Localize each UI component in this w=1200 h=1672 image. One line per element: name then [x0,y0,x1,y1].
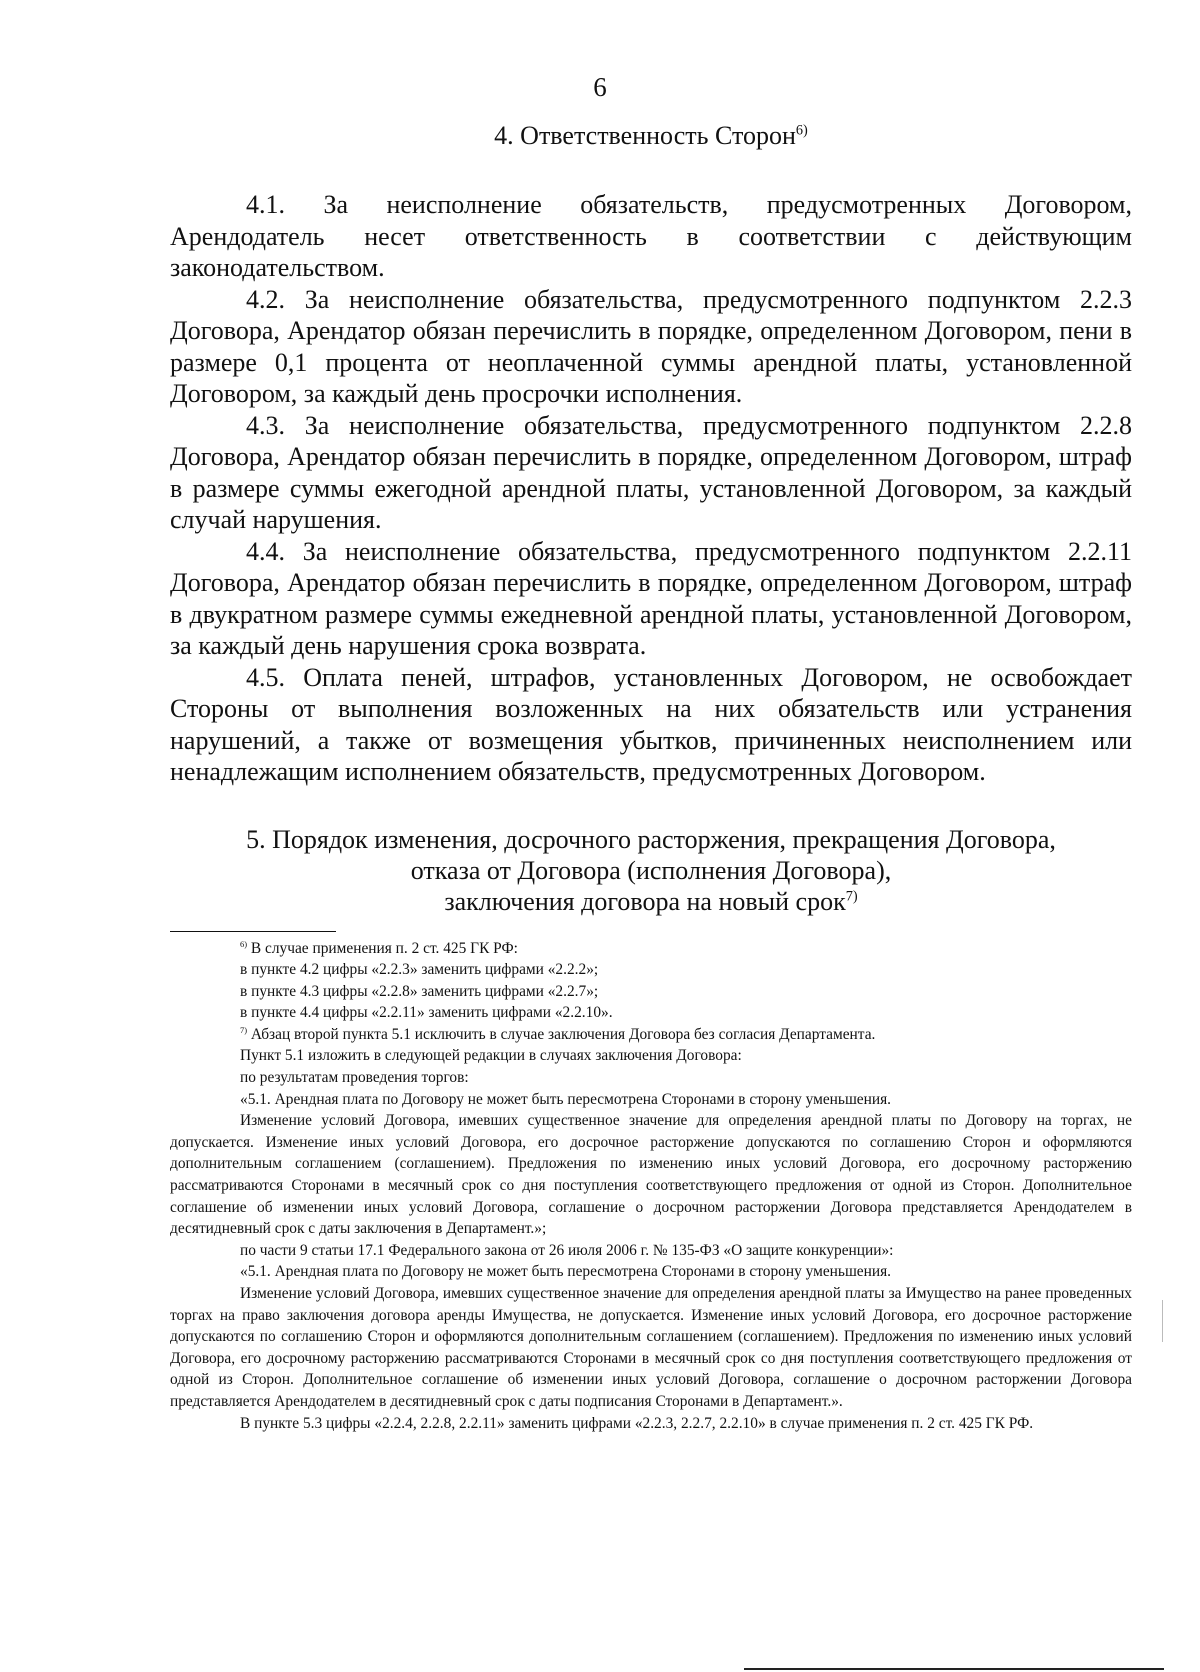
section-4-title [170,120,1132,151]
clause-4-2: 4.2. За неисполнение обязательства, предусмотренного подпунктом 2.2.3 Договора, Арендатор обязан перечислить в порядке, определенном Договором, пени в размере 0,1 процента от неоплаченной суммы арендной платы, установленной Договором, за каждый день просрочки исполнения. [170,284,1132,408]
page-number: 6 [593,72,607,102]
footnote-6-line: в пункте 4.3 цифры «2.2.8» заменить цифрами «2.2.7»; [240,982,599,1000]
section-5-title-line-3-text: заключения договора на новый срок [444,886,846,916]
footnote-7-line: по результатам проведения торгов: [240,1069,469,1087]
section-5-title-line-2: отказа от Договора (исполнения Договора), [410,855,892,885]
footnotes [170,938,1132,1435]
section-5-title-line-3 [170,886,1132,917]
footnote-ref-6[interactable]: 6) [795,122,808,139]
footnote-7-line: «5.1. Арендная плата по Договору не может быть пересмотрена Сторонами в сторону уменьшения. [240,1263,892,1281]
scan-artifact [1162,1300,1163,1342]
clause-4-3: 4.3. За неисполнение обязательства, предусмотренного подпунктом 2.2.8 Договора, Арендатор обязан перечислить в порядке, определенном Договором, штраф в размере суммы ежегодной арендной платы, установленной Договором, за каждый случай нарушения. [170,410,1132,534]
section-5-title-line-1: 5. Порядок изменения, досрочного расторжения, прекращения Договора, [246,824,1056,854]
footnote-7-text: Абзац второй пункта 5.1 исключить в случае заключения Договора без согласия Департамента. [247,1025,876,1043]
footnote-6-text: В случае применения п. 2 ст. 425 ГК РФ: [247,939,518,957]
section-5-title [170,824,1132,917]
footnote-6 [170,938,1132,960]
clause-4-5: 4.5. Оплата пеней, штрафов, установленных Договором, не освобождает Стороны от выполнения возложенных на них обязательств или устранения нарушений, а также от возмещения убытков, причиненных неисполнением или ненадлежащим исполнением обязательств, предусмотренных Договором. [170,662,1132,786]
footnote-7 [170,1024,1132,1046]
footnote-6-line: в пункте 4.2 цифры «2.2.3» заменить цифрами «2.2.2»; [240,961,599,979]
footnote-7-line: «5.1. Арендная плата по Договору не может быть пересмотрена Сторонами в сторону уменьшения. [240,1090,892,1108]
footnote-7-line: В пункте 5.3 цифры «2.2.4, 2.2.8, 2.2.11» заменить цифрами «2.2.3, 2.2.7, 2.2.10» в случае применения п. 2 ст. 425 ГК РФ. [240,1414,1034,1432]
footnote-7-line: Изменение условий Договора, имевших существенное значение для определения арендной платы за Имущество на ранее проведенных торгах на право заключения договора аренды Имущества, не допускается. Изменение иных условий Договора, его досрочное расторжение допускаются по соглашению Сторон и оформляются дополнительным соглашением (соглашением). Предложения по изменению иных условий Договора, его досрочному расторжению рассматриваются Сторонами в месячный срок со дня поступления соответствующего предложения от одной из Сторон. Дополнительное соглашение об изменении иных условий Договора, соглашение о досрочном расторжении Договора представляется Арендодателем в десятидневный срок с даты подписания Сторонами в Департамент.». [170,1285,1132,1410]
footnote-ref-7[interactable]: 7) [845,887,858,904]
footnote-separator [170,931,336,932]
footnote-7-line: по части 9 статьи 17.1 Федерального закона от 26 июля 2006 г. № 135-ФЗ «О защите конкуренции»: [240,1241,894,1259]
footnote-6-line: в пункте 4.4 цифры «2.2.11» заменить цифрами «2.2.10». [240,1004,613,1022]
footnote-7-line: Изменение условий Договора, имевших существенное значение для определения арендной платы по Договору на торгах, не допускается. Изменение иных условий Договора, его досрочное расторжение допускаются по соглашению Сторон и оформляются дополнительным соглашением (соглашением). Предложения по изменению иных условий Договора, его досрочному расторжению рассматриваются Сторонами в месячный срок со дня поступления соответствующего предложения от одной из Сторон. Дополнительное соглашение об изменении иных условий Договора, соглашение о досрочном расторжении Договора представляется Арендодателем в десятидневный срок с даты заключения в Департамент.»; [170,1112,1132,1238]
section-4-title-text: 4. Ответственность Сторон [494,121,796,150]
footnote-6-mark: 6) [240,938,248,949]
scan-edge-line [744,1668,1164,1670]
clause-4-4: 4.4. За неисполнение обязательства, предусмотренного подпунктом 2.2.11 Договора, Арендатор обязан перечислить в порядке, определенном Договором, штраф в двукратном размере суммы ежедневной арендной платы, установленной Договором, за каждый день нарушения срока возврата. [170,536,1132,660]
page-content [170,120,1132,1434]
footnote-7-mark: 7) [240,1024,248,1035]
footnote-7-line: Пункт 5.1 изложить в следующей редакции в случаях заключения Договора: [240,1047,742,1065]
clause-4-1: 4.1. За неисполнение обязательств, предусмотренных Договором, Арендодатель несет ответственность в соответствии с действующим законодательством. [170,190,1132,282]
